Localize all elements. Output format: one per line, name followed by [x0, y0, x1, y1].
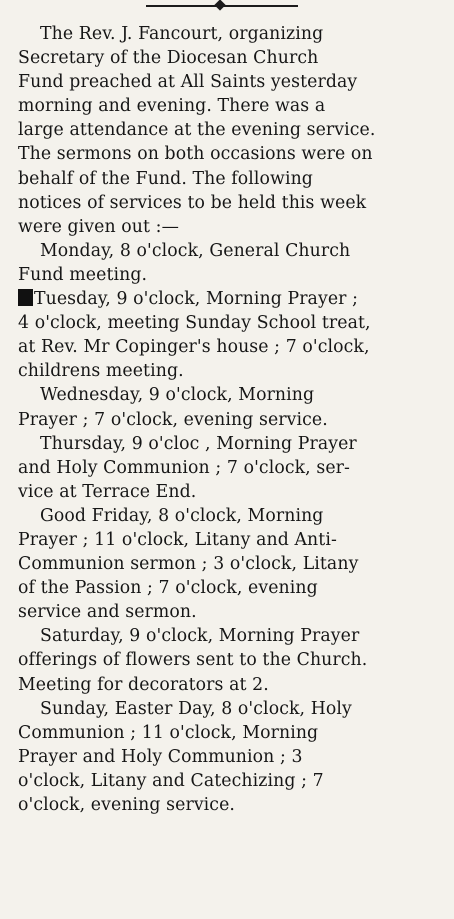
text-line: were given out :—: [18, 216, 179, 237]
text-line: Good Friday, 8 o'clock, Morning: [40, 505, 324, 526]
schedule-monday: [18, 239, 444, 287]
schedule-easter-sunday: [18, 697, 444, 817]
text-line: Thursday, 9 o'cloc , Morning Prayer: [40, 433, 357, 454]
text-line: large attendance at the evening service.: [18, 120, 376, 141]
text-line: notices of services to be held this week: [18, 192, 367, 213]
text-line: [18, 287, 444, 311]
text-line: 4 o'clock, meeting Sunday School treat,: [18, 313, 371, 334]
text-line: vice at Terrace End.: [18, 481, 197, 502]
text-line: Prayer ; 7 o'clock, evening service.: [18, 409, 328, 430]
text-line: morning and evening. There was a: [18, 96, 326, 117]
article-intro: [18, 22, 444, 239]
text-line: behalf of the Fund. The following: [18, 168, 313, 189]
text-line: Wednesday, 9 o'clock, Morning: [40, 385, 315, 406]
text-line: Communion ; 11 o'clock, Morning: [18, 722, 319, 743]
schedule-tuesday: [18, 287, 444, 383]
text-line: o'clock, evening service.: [18, 795, 236, 815]
text-line: at Rev. Mr Copinger's house ; 7 o'clock,: [18, 337, 370, 358]
text-line: Monday, 8 o'clock, General Church: [40, 240, 351, 261]
text-line: Fund meeting.: [18, 264, 148, 285]
text-line: and Holy Communion ; 7 o'clock, ser-: [18, 457, 350, 478]
text-line-content: Tuesday, 9 o'clock, Morning Prayer ;: [34, 289, 359, 310]
text-line: The Rev. J. Fancourt, organizing: [40, 24, 324, 44]
text-line: Secretary of the Diocesan Church: [18, 48, 319, 69]
text-line: Sunday, Easter Day, 8 o'clock, Holy: [40, 698, 352, 719]
text-line: Meeting for decorators at 2.: [18, 674, 269, 695]
text-line: Communion sermon ; 3 o'clock, Litany: [18, 554, 359, 575]
schedule-good-friday: [18, 504, 444, 624]
text-line: childrens meeting.: [18, 361, 184, 382]
text-line: offerings of flowers sent to the Church.: [18, 650, 368, 671]
text-line: o'clock, Litany and Catechizing ; 7: [18, 770, 324, 791]
text-line: Prayer and Holy Communion ; 3: [18, 746, 303, 767]
text-line: of the Passion ; 7 o'clock, evening: [18, 578, 318, 599]
schedule-thursday: [18, 432, 444, 504]
rule-ornament: [214, 0, 225, 11]
text-line: The sermons on both occasions were on: [18, 144, 373, 165]
text-line: service and sermon.: [18, 602, 197, 623]
text-line: Fund preached at All Saints yesterday: [18, 72, 358, 93]
schedule-saturday: [18, 624, 444, 696]
text-line: Prayer ; 11 o'clock, Litany and Anti-: [18, 529, 337, 550]
schedule-wednesday: [18, 383, 444, 431]
ink-block-mark: [18, 289, 33, 306]
text-line: Saturday, 9 o'clock, Morning Prayer: [40, 626, 360, 647]
